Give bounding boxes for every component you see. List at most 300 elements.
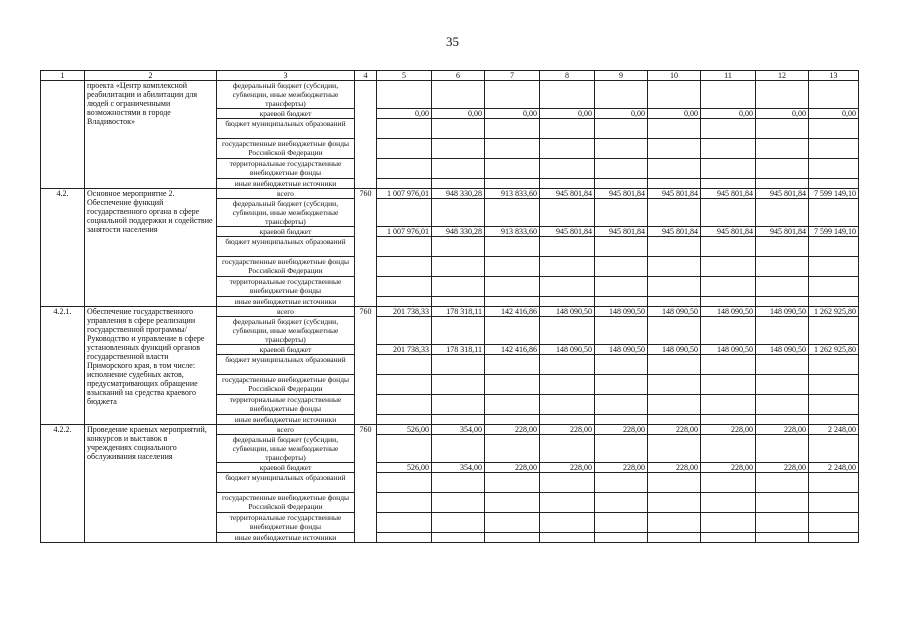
value-cell [648, 139, 701, 159]
value-cell [701, 139, 756, 159]
funding-source: государственные внебюджетные фонды Российской Федерации [217, 257, 355, 277]
value-cell [595, 257, 648, 277]
value-cell [377, 257, 432, 277]
column-header: 1 [41, 71, 85, 81]
value-cell [809, 277, 859, 297]
activity-name: Основное мероприятие 2. Обеспечение функций государственного органа в сфере социальной поддержки и содействие занятости населения [85, 189, 217, 307]
value-cell [377, 199, 432, 227]
value-cell [756, 257, 809, 277]
value-cell: 148 090,50 [540, 345, 595, 355]
value-cell [432, 513, 485, 533]
value-cell [756, 375, 809, 395]
code-cell: 760 [355, 189, 377, 307]
value-cell [701, 355, 756, 375]
value-cell: 945 801,84 [595, 189, 648, 199]
row-number: 4.2. [41, 189, 85, 307]
value-cell: 0,00 [432, 109, 485, 119]
value-cell [432, 119, 485, 139]
value-cell [540, 375, 595, 395]
value-cell [809, 435, 859, 463]
value-cell: 148 090,50 [648, 307, 701, 317]
funding-source: бюджет муниципальных образований [217, 473, 355, 493]
value-cell: 228,00 [595, 463, 648, 473]
value-cell [648, 395, 701, 415]
value-cell: 228,00 [540, 425, 595, 435]
value-cell [701, 119, 756, 139]
value-cell [432, 257, 485, 277]
value-cell [648, 119, 701, 139]
value-cell: 945 801,84 [701, 227, 756, 237]
column-header: 13 [809, 71, 859, 81]
column-header: 11 [701, 71, 756, 81]
value-cell [432, 277, 485, 297]
value-cell: 228,00 [701, 425, 756, 435]
funding-source: краевой бюджет [217, 345, 355, 355]
value-cell: 526,00 [377, 463, 432, 473]
funding-source: федеральный бюджет (субсидии, субвенции, иные межбюджетные трансферты) [217, 435, 355, 463]
funding-source: территориальные государственные внебюджетные фонды [217, 395, 355, 415]
value-cell: 945 801,84 [756, 189, 809, 199]
value-cell: 148 090,50 [701, 345, 756, 355]
row-number: 4.2.2. [41, 425, 85, 543]
value-cell [540, 81, 595, 109]
value-cell [809, 179, 859, 189]
value-cell [701, 297, 756, 307]
value-cell: 148 090,50 [540, 307, 595, 317]
value-cell [485, 493, 540, 513]
value-cell [377, 355, 432, 375]
table-row [41, 81, 859, 109]
value-cell [701, 533, 756, 543]
value-cell [701, 493, 756, 513]
value-cell [701, 375, 756, 395]
value-cell [756, 119, 809, 139]
value-cell: 148 090,50 [756, 345, 809, 355]
value-cell: 0,00 [701, 109, 756, 119]
value-cell [648, 159, 701, 179]
code-cell: 760 [355, 307, 377, 425]
value-cell: 1 262 925,80 [809, 345, 859, 355]
value-cell [485, 159, 540, 179]
value-cell: 526,00 [377, 425, 432, 435]
value-cell [648, 81, 701, 109]
value-cell [648, 533, 701, 543]
value-cell [377, 435, 432, 463]
value-cell [432, 355, 485, 375]
funding-source: иные внебюджетные источники [217, 533, 355, 543]
value-cell [809, 119, 859, 139]
value-cell: 0,00 [756, 109, 809, 119]
funding-source: всего [217, 425, 355, 435]
value-cell: 913 833,60 [485, 227, 540, 237]
value-cell: 148 090,50 [756, 307, 809, 317]
funding-source: краевой бюджет [217, 463, 355, 473]
value-cell [485, 179, 540, 189]
value-cell: 0,00 [809, 109, 859, 119]
value-cell [756, 513, 809, 533]
column-header: 9 [595, 71, 648, 81]
value-cell [432, 493, 485, 513]
value-cell [701, 81, 756, 109]
page-number: 35 [446, 34, 459, 49]
value-cell: 2 248,00 [809, 463, 859, 473]
value-cell [377, 119, 432, 139]
value-cell [701, 435, 756, 463]
value-cell: 7 599 149,10 [809, 227, 859, 237]
value-cell [432, 375, 485, 395]
value-cell [809, 513, 859, 533]
value-cell: 201 738,33 [377, 307, 432, 317]
funding-source: краевой бюджет [217, 109, 355, 119]
value-cell: 0,00 [595, 109, 648, 119]
value-cell [377, 473, 432, 493]
value-cell [540, 257, 595, 277]
value-cell [756, 493, 809, 513]
value-cell: 148 090,50 [595, 345, 648, 355]
value-cell [809, 81, 859, 109]
value-cell [756, 139, 809, 159]
value-cell: 945 801,84 [648, 189, 701, 199]
value-cell: 228,00 [701, 463, 756, 473]
value-cell [595, 355, 648, 375]
funding-source: бюджет муниципальных образований [217, 237, 355, 257]
value-cell [595, 81, 648, 109]
value-cell [540, 435, 595, 463]
value-cell [432, 297, 485, 307]
column-header: 4 [355, 71, 377, 81]
value-cell: 148 090,50 [648, 345, 701, 355]
value-cell: 0,00 [377, 109, 432, 119]
value-cell [485, 513, 540, 533]
value-cell [701, 473, 756, 493]
value-cell [432, 395, 485, 415]
value-cell [485, 435, 540, 463]
funding-source: иные внебюджетные источники [217, 179, 355, 189]
value-cell [756, 395, 809, 415]
value-cell: 178 318,11 [432, 345, 485, 355]
value-cell [756, 355, 809, 375]
value-cell [595, 395, 648, 415]
value-cell: 228,00 [540, 463, 595, 473]
value-cell [595, 375, 648, 395]
value-cell [377, 493, 432, 513]
value-cell [701, 179, 756, 189]
value-cell: 178 318,11 [432, 307, 485, 317]
value-cell [809, 493, 859, 513]
value-cell: 1 007 976,01 [377, 227, 432, 237]
value-cell [595, 415, 648, 425]
value-cell: 7 599 149,10 [809, 189, 859, 199]
value-cell [756, 533, 809, 543]
value-cell [432, 139, 485, 159]
value-cell [595, 159, 648, 179]
column-header: 10 [648, 71, 701, 81]
value-cell [485, 473, 540, 493]
value-cell: 142 416,86 [485, 345, 540, 355]
value-cell [432, 237, 485, 257]
value-cell [540, 493, 595, 513]
value-cell [756, 297, 809, 307]
value-cell [540, 179, 595, 189]
value-cell: 945 801,84 [540, 227, 595, 237]
funding-source: всего [217, 189, 355, 199]
value-cell [485, 199, 540, 227]
value-cell [648, 199, 701, 227]
value-cell [540, 533, 595, 543]
funding-source: краевой бюджет [217, 227, 355, 237]
value-cell [485, 415, 540, 425]
table-row [41, 189, 859, 199]
funding-source: иные внебюджетные источники [217, 415, 355, 425]
value-cell: 945 801,84 [701, 189, 756, 199]
value-cell [377, 375, 432, 395]
value-cell [701, 395, 756, 415]
value-cell [485, 355, 540, 375]
value-cell [485, 297, 540, 307]
funding-source: иные внебюджетные источники [217, 297, 355, 307]
column-header: 6 [432, 71, 485, 81]
value-cell [595, 473, 648, 493]
value-cell [595, 435, 648, 463]
value-cell: 201 738,33 [377, 345, 432, 355]
table-row [41, 307, 859, 317]
value-cell [648, 297, 701, 307]
table-row [41, 425, 859, 435]
value-cell: 913 833,60 [485, 189, 540, 199]
value-cell [377, 179, 432, 189]
value-cell [540, 119, 595, 139]
value-cell [485, 375, 540, 395]
value-cell [540, 395, 595, 415]
value-cell [432, 317, 485, 345]
value-cell [540, 355, 595, 375]
value-cell: 354,00 [432, 425, 485, 435]
funding-source: государственные внебюджетные фонды Российской Федерации [217, 375, 355, 395]
value-cell: 228,00 [485, 463, 540, 473]
value-cell [540, 513, 595, 533]
value-cell [809, 139, 859, 159]
value-cell: 945 801,84 [756, 227, 809, 237]
value-cell [377, 513, 432, 533]
header-row [41, 71, 859, 81]
funding-source: территориальные государственные внебюджетные фонды [217, 277, 355, 297]
value-cell [595, 297, 648, 307]
value-cell [377, 277, 432, 297]
code-cell [355, 81, 377, 189]
value-cell [540, 473, 595, 493]
value-cell: 948 330,28 [432, 227, 485, 237]
value-cell [377, 415, 432, 425]
value-cell [540, 317, 595, 345]
value-cell [595, 533, 648, 543]
funding-source: всего [217, 307, 355, 317]
value-cell [540, 199, 595, 227]
value-cell [595, 317, 648, 345]
value-cell [648, 473, 701, 493]
value-cell [485, 277, 540, 297]
funding-source: бюджет муниципальных образований [217, 119, 355, 139]
value-cell [809, 257, 859, 277]
value-cell [377, 159, 432, 179]
value-cell: 148 090,50 [595, 307, 648, 317]
value-cell [432, 415, 485, 425]
value-cell [595, 139, 648, 159]
value-cell [648, 493, 701, 513]
value-cell [595, 277, 648, 297]
value-cell: 228,00 [756, 463, 809, 473]
value-cell [756, 435, 809, 463]
value-cell: 228,00 [648, 463, 701, 473]
activity-name: Обеспечение государственного управления в сфере реализации государственной программы/ Руководство и управление в сфере установленных функций органов государственной власти Приморского края, в том числе: исполнение судебных актов, предусматривающих обращение взысканий на средства краевого бюджета [85, 307, 217, 425]
value-cell [701, 415, 756, 425]
activity-name: Проведение краевых мероприятий, конкурсов и выставок в учреждениях социального обслуживания населения [85, 425, 217, 543]
value-cell [809, 355, 859, 375]
value-cell [809, 473, 859, 493]
funding-source: территориальные государственные внебюджетные фонды [217, 159, 355, 179]
value-cell: 228,00 [648, 425, 701, 435]
value-cell [540, 159, 595, 179]
value-cell [377, 395, 432, 415]
value-cell [756, 199, 809, 227]
value-cell [432, 81, 485, 109]
value-cell [540, 237, 595, 257]
value-cell [595, 493, 648, 513]
value-cell [485, 81, 540, 109]
value-cell [595, 237, 648, 257]
value-cell [377, 317, 432, 345]
code-cell: 760 [355, 425, 377, 543]
value-cell [809, 375, 859, 395]
value-cell [648, 355, 701, 375]
value-cell [648, 415, 701, 425]
value-cell [432, 159, 485, 179]
value-cell: 228,00 [756, 425, 809, 435]
value-cell: 228,00 [485, 425, 540, 435]
value-cell [432, 435, 485, 463]
value-cell [756, 473, 809, 493]
value-cell [648, 179, 701, 189]
value-cell [701, 159, 756, 179]
funding-source: бюджет муниципальных образований [217, 355, 355, 375]
value-cell [540, 139, 595, 159]
value-cell [540, 415, 595, 425]
value-cell [432, 473, 485, 493]
funding-source: федеральный бюджет (субсидии, субвенции, иные межбюджетные трансферты) [217, 81, 355, 109]
value-cell [756, 81, 809, 109]
column-header: 12 [756, 71, 809, 81]
value-cell [485, 395, 540, 415]
value-cell [809, 533, 859, 543]
value-cell: 0,00 [485, 109, 540, 119]
value-cell [648, 513, 701, 533]
value-cell [485, 139, 540, 159]
budget-table [40, 70, 859, 543]
value-cell [809, 415, 859, 425]
value-cell: 148 090,50 [701, 307, 756, 317]
value-cell [377, 139, 432, 159]
value-cell [756, 317, 809, 345]
value-cell [809, 317, 859, 345]
value-cell: 0,00 [540, 109, 595, 119]
value-cell [809, 395, 859, 415]
funding-source: государственные внебюджетные фонды Российской Федерации [217, 493, 355, 513]
value-cell [756, 277, 809, 297]
value-cell [377, 297, 432, 307]
value-cell [540, 277, 595, 297]
value-cell [701, 513, 756, 533]
value-cell [701, 199, 756, 227]
value-cell [485, 119, 540, 139]
column-header: 7 [485, 71, 540, 81]
value-cell: 945 801,84 [648, 227, 701, 237]
value-cell [648, 257, 701, 277]
value-cell [648, 317, 701, 345]
value-cell [377, 81, 432, 109]
value-cell [809, 159, 859, 179]
row-number: 4.2.1. [41, 307, 85, 425]
value-cell [595, 513, 648, 533]
value-cell [432, 179, 485, 189]
value-cell: 354,00 [432, 463, 485, 473]
value-cell [377, 237, 432, 257]
value-cell [485, 317, 540, 345]
value-cell [809, 297, 859, 307]
value-cell: 0,00 [648, 109, 701, 119]
value-cell [701, 237, 756, 257]
funding-source: федеральный бюджет (субсидии, субвенции, иные межбюджетные трансферты) [217, 199, 355, 227]
value-cell [756, 179, 809, 189]
value-cell: 1 262 925,80 [809, 307, 859, 317]
column-header: 8 [540, 71, 595, 81]
column-header: 2 [85, 71, 217, 81]
value-cell [485, 533, 540, 543]
value-cell [377, 533, 432, 543]
value-cell [756, 159, 809, 179]
value-cell [648, 435, 701, 463]
value-cell [540, 297, 595, 307]
funding-source: государственные внебюджетные фонды Российской Федерации [217, 139, 355, 159]
value-cell: 142 416,86 [485, 307, 540, 317]
value-cell [701, 277, 756, 297]
value-cell [809, 199, 859, 227]
value-cell [595, 199, 648, 227]
funding-source: федеральный бюджет (субсидии, субвенции, иные межбюджетные трансферты) [217, 317, 355, 345]
value-cell [648, 237, 701, 257]
column-header: 5 [377, 71, 432, 81]
value-cell: 948 330,28 [432, 189, 485, 199]
value-cell: 945 801,84 [595, 227, 648, 237]
value-cell [432, 199, 485, 227]
value-cell [595, 179, 648, 189]
value-cell [701, 317, 756, 345]
value-cell: 2 248,00 [809, 425, 859, 435]
value-cell: 1 007 976,01 [377, 189, 432, 199]
value-cell [648, 375, 701, 395]
value-cell [701, 257, 756, 277]
funding-source: территориальные государственные внебюджетные фонды [217, 513, 355, 533]
value-cell [485, 257, 540, 277]
value-cell: 945 801,84 [540, 189, 595, 199]
value-cell [809, 237, 859, 257]
value-cell [432, 533, 485, 543]
value-cell [648, 277, 701, 297]
value-cell [595, 119, 648, 139]
value-cell [756, 237, 809, 257]
value-cell: 228,00 [595, 425, 648, 435]
value-cell [756, 415, 809, 425]
value-cell [485, 237, 540, 257]
row-number [41, 81, 85, 189]
